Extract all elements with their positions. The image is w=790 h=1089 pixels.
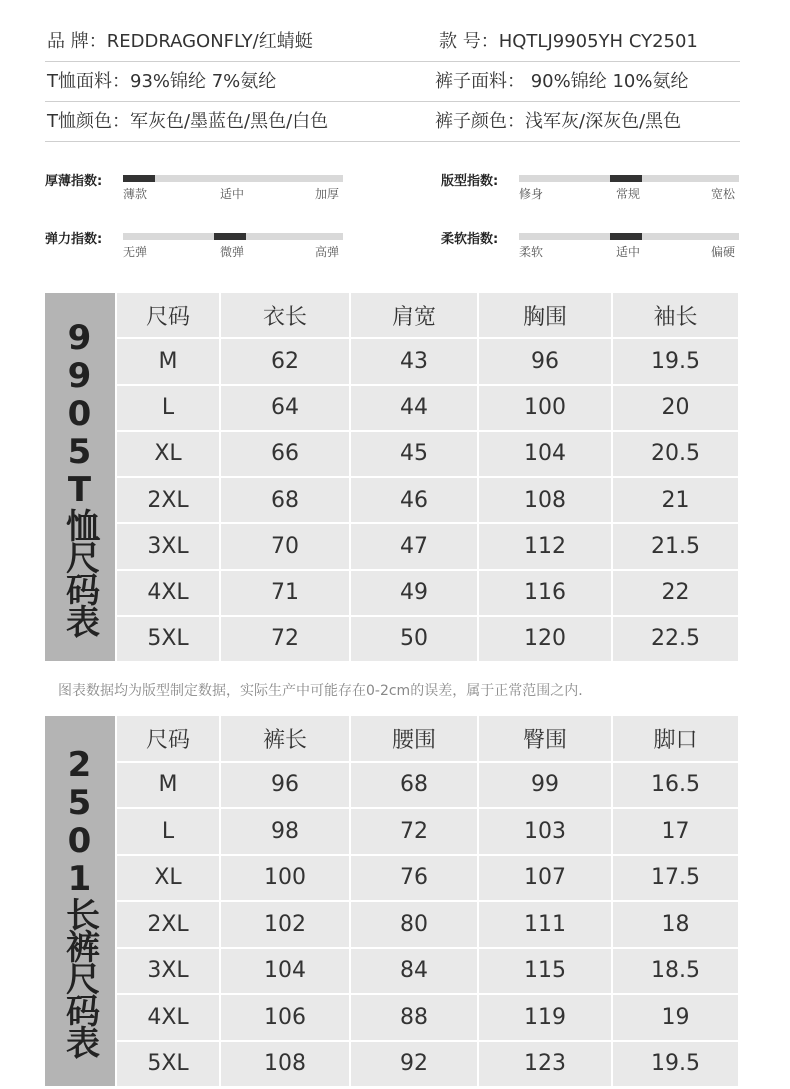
index-tick: 高弹 [315, 245, 340, 259]
table-title: 9905T恤尺码表 [59, 318, 100, 636]
table-cell: 107 [479, 856, 611, 901]
table-cell: 104 [221, 949, 349, 994]
table-cell: 18.5 [613, 949, 738, 994]
table-row [117, 478, 740, 522]
table-cell: 66 [221, 432, 349, 476]
table-cell: 22.5 [613, 617, 738, 661]
table-cell: 43 [351, 339, 477, 383]
table-cell: M [117, 339, 219, 383]
table-cell: 103 [479, 809, 611, 854]
table-grid [117, 293, 740, 661]
index-label: 厚薄指数: [45, 174, 103, 189]
table-cell: 18 [613, 902, 738, 947]
index-tick: 适中 [616, 245, 641, 259]
table-cell: 104 [479, 432, 611, 476]
table-cell: M [117, 763, 219, 808]
table-header-cell: 尺码 [117, 716, 219, 761]
table-cell: 62 [221, 339, 349, 383]
table-row [117, 856, 740, 901]
index-tick: 常规 [616, 187, 641, 201]
table-cell: 44 [351, 386, 477, 430]
index-label: 版型指数: [441, 174, 499, 189]
table-grid [117, 716, 740, 1086]
table-cell: 102 [221, 902, 349, 947]
table-cell: 46 [351, 478, 477, 522]
index-tick: 宽松 [711, 187, 736, 201]
table-header-row [117, 716, 740, 761]
index-track [519, 233, 739, 240]
index-tick: 加厚 [315, 187, 340, 201]
table-cell: 119 [479, 995, 611, 1040]
elasticity-index [45, 226, 345, 262]
table-cell: 47 [351, 524, 477, 568]
table-cell: 4XL [117, 571, 219, 615]
table-header-cell: 裤长 [221, 716, 349, 761]
table-cell: 112 [479, 524, 611, 568]
table-title: 2501长裤尺码表 [59, 745, 100, 1057]
table-cell: 108 [221, 1042, 349, 1087]
table-cell: 4XL [117, 995, 219, 1040]
table-header-cell: 脚口 [613, 716, 738, 761]
table-cell: 22 [613, 571, 738, 615]
table-cell: 76 [351, 856, 477, 901]
table-header-cell: 胸围 [479, 293, 611, 337]
table-cell: 111 [479, 902, 611, 947]
table-cell: 100 [479, 386, 611, 430]
table-cell: L [117, 809, 219, 854]
table-cell: 5XL [117, 1042, 219, 1087]
shirt-fabric-text: T恤面料：93%锦纶 7%氨纶 [47, 71, 277, 92]
index-tick: 柔软 [519, 245, 544, 259]
table-cell: 49 [351, 571, 477, 615]
table-cell: 98 [221, 809, 349, 854]
shirt-colors-text: T恤颜色：军灰色/墨蓝色/黑色/白色 [47, 111, 329, 132]
table-cell: 96 [221, 763, 349, 808]
table-cell: 19.5 [613, 339, 738, 383]
softness-index [441, 226, 741, 262]
table-cell: 70 [221, 524, 349, 568]
table-cell: XL [117, 432, 219, 476]
index-track [519, 175, 739, 182]
table-row [117, 902, 740, 947]
index-marker [610, 233, 642, 240]
thickness-index [45, 168, 345, 204]
info-row-fabric [45, 62, 740, 102]
table-header-cell: 尺码 [117, 293, 219, 337]
pants-fabric-text: 裤子面料： 90%锦纶 10%氨纶 [435, 71, 689, 92]
table-header-cell: 臀围 [479, 716, 611, 761]
table-row [117, 524, 740, 568]
table-cell: 96 [479, 339, 611, 383]
table-cell: 68 [221, 478, 349, 522]
table-cell: 88 [351, 995, 477, 1040]
brand-text: 品 牌：REDDRAGONFLY/红蜻蜓 [47, 31, 313, 52]
table-cell: 71 [221, 571, 349, 615]
pants-size-table [45, 716, 740, 1086]
table-row [117, 809, 740, 854]
table-cell: 72 [351, 809, 477, 854]
fit-index [441, 168, 741, 204]
table-cell: 2XL [117, 478, 219, 522]
index-track [123, 175, 343, 182]
table-row [117, 432, 740, 476]
table-row [117, 949, 740, 994]
table-cell: 92 [351, 1042, 477, 1087]
table-cell: 115 [479, 949, 611, 994]
index-tick: 修身 [519, 187, 544, 201]
pants-colors-text: 裤子颜色：浅军灰/深灰色/黑色 [435, 111, 682, 132]
table-cell: 72 [221, 617, 349, 661]
info-row-brand [45, 22, 740, 62]
index-marker [214, 233, 246, 240]
table-cell: 120 [479, 617, 611, 661]
table-cell: 2XL [117, 902, 219, 947]
index-tick: 无弹 [123, 245, 148, 259]
table-cell: 99 [479, 763, 611, 808]
table-cell: 3XL [117, 524, 219, 568]
table-row [117, 339, 740, 383]
table-cell: 68 [351, 763, 477, 808]
table-row [117, 617, 740, 661]
table-cell: 5XL [117, 617, 219, 661]
table-header-cell: 袖长 [613, 293, 738, 337]
table-cell: 50 [351, 617, 477, 661]
table-cell: 21 [613, 478, 738, 522]
table-cell: 19 [613, 995, 738, 1040]
table-cell: 116 [479, 571, 611, 615]
index-track [123, 233, 343, 240]
table-header-cell: 腰围 [351, 716, 477, 761]
table-row [117, 386, 740, 430]
index-tick: 适中 [220, 187, 245, 201]
table-cell: 108 [479, 478, 611, 522]
index-label: 柔软指数: [441, 232, 499, 247]
index-marker [123, 175, 155, 182]
table-cell: 106 [221, 995, 349, 1040]
index-tick: 偏硬 [711, 245, 736, 259]
table-cell: XL [117, 856, 219, 901]
info-row-colors [45, 102, 740, 142]
table-row [117, 571, 740, 615]
index-label: 弹力指数: [45, 232, 103, 247]
table-cell: 3XL [117, 949, 219, 994]
model-text: 款 号：HQTLJ9905YH CY2501 [439, 31, 698, 52]
table-cell: 20 [613, 386, 738, 430]
table-cell: 20.5 [613, 432, 738, 476]
table-cell: 123 [479, 1042, 611, 1087]
table-cell: 19.5 [613, 1042, 738, 1087]
index-tick: 微弹 [220, 245, 245, 259]
table-header-cell: 衣长 [221, 293, 349, 337]
index-marker [610, 175, 642, 182]
table-cell: 80 [351, 902, 477, 947]
table-cell: 84 [351, 949, 477, 994]
table-cell: L [117, 386, 219, 430]
shirt-size-table [45, 293, 740, 661]
table-row [117, 1042, 740, 1087]
table-header-row [117, 293, 740, 337]
table-cell: 100 [221, 856, 349, 901]
table-cell: 17.5 [613, 856, 738, 901]
table-header-cell: 肩宽 [351, 293, 477, 337]
table-cell: 64 [221, 386, 349, 430]
measurement-note: 图表数据均为版型制定数据，实际生产中可能存在0-2cm的误差，属于正常范围之内. [58, 683, 583, 699]
table-cell: 21.5 [613, 524, 738, 568]
table-cell: 45 [351, 432, 477, 476]
table-row [117, 763, 740, 808]
table-cell: 16.5 [613, 763, 738, 808]
table-cell: 17 [613, 809, 738, 854]
index-tick: 薄款 [123, 187, 148, 201]
table-row [117, 995, 740, 1040]
